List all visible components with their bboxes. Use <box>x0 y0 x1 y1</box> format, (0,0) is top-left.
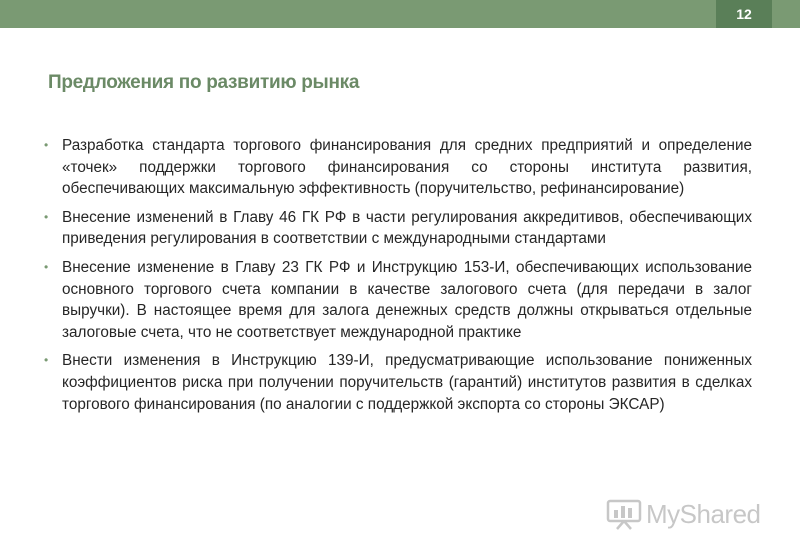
bullet-item <box>44 257 752 343</box>
bullet-text: Внесение изменение в Главу 23 ГК РФ и Инструкцию 153-И, обеспечивающих использование основного торгового счета компании в качестве залогового счета (для передачи в залог выручки). В настоящее время для залога денежных средств должны открываться отдельные залоговые счета, что не соответствует международной практике <box>62 258 752 341</box>
bullet-list <box>44 135 752 422</box>
bullet-dot-icon: • <box>44 353 49 368</box>
bullet-dot-icon: • <box>44 209 49 224</box>
bullet-item <box>44 135 752 200</box>
bullet-item <box>44 207 752 250</box>
watermark-logo <box>606 497 761 531</box>
bullet-text: Разработка стандарта торгового финансирования для средних предприятий и определение «точек» поддержки торгового финансирования со стороны института развития, обеспечивающих максимальную эффективность (поручительство, рефинансирование) <box>62 137 752 198</box>
page-number-badge: 12 <box>716 0 772 28</box>
slide-title: Предложения по развитию рынка <box>48 72 360 93</box>
bullet-text: Внесение изменений в Главу 46 ГК РФ в части регулирования аккредитивов, обеспечивающих приведения регулирования в соответствии с международными стандартами <box>62 208 752 248</box>
bullet-item <box>44 350 752 415</box>
bullet-dot-icon: • <box>44 259 49 274</box>
bullet-dot-icon: • <box>44 138 49 152</box>
bullet-text: Внести изменения в Инструкцию 139-И, предусматривающие использование пониженных коэффициентов риска при получении поручительств (гарантий) институтов развития в сделках торгового финансирования (по аналогии с поддержкой экспорта со стороны ЭКСАР) <box>62 352 752 413</box>
watermark-text: MyShared <box>646 498 761 529</box>
presentation-board-icon <box>606 498 642 530</box>
top-bar <box>0 0 800 28</box>
